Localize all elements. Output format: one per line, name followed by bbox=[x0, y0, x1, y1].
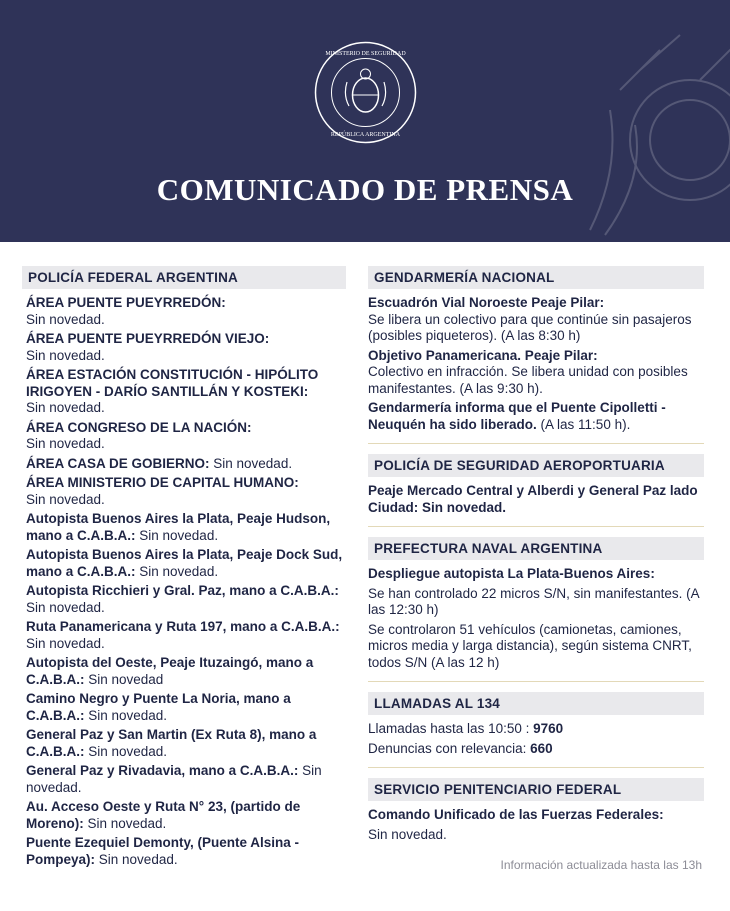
header-banner bbox=[0, 0, 730, 242]
svg-text:REPÚBLICA ARGENTINA: REPÚBLICA ARGENTINA bbox=[330, 132, 401, 138]
item-label: Autopista Ricchieri y Gral. Paz, mano a C.A.B.A.: bbox=[26, 583, 339, 598]
item-text: Sin novedad. bbox=[26, 347, 105, 363]
item-label: General Paz y San Martin (Ex Ruta 8), mano a C.A.B.A.: bbox=[26, 727, 317, 759]
calls-label: Llamadas hasta las 10:50 : bbox=[368, 721, 534, 736]
list-item bbox=[26, 835, 346, 868]
item-label: ÁREA CONGRESO DE LA NACIÓN: bbox=[26, 419, 252, 435]
item-text: Sin novedad. bbox=[368, 826, 447, 842]
svg-text:MINISTERIO DE SEGURIDAD: MINISTERIO DE SEGURIDAD bbox=[325, 51, 406, 57]
item-text: Se libera un colectivo para que continúe sin pasajeros (posibles piqueteros). (A las 8:30 h) bbox=[368, 311, 692, 343]
item-text: Sin novedad. bbox=[26, 311, 105, 327]
item-text: Sin novedad. bbox=[83, 815, 167, 831]
list-item bbox=[368, 348, 704, 398]
section-heading-pfa: POLICÍA FEDERAL ARGENTINA bbox=[22, 266, 346, 289]
section-heading-psa: POLICÍA DE SEGURIDAD AEROPORTUARIA bbox=[368, 454, 704, 477]
item-text: Colectivo en infracción. Se libera unidad con posibles manifestantes. (A las 9:30 h). bbox=[368, 364, 688, 396]
item-text: Sin novedad. bbox=[26, 635, 105, 651]
item-text: Sin novedad. bbox=[135, 527, 219, 543]
item-text: Sin novedad. bbox=[26, 400, 105, 415]
list-item bbox=[26, 583, 346, 616]
list-item bbox=[368, 483, 704, 516]
item-text: Sin novedad. bbox=[95, 851, 178, 867]
item-label: Comando Unificado de las Fuerzas Federales: bbox=[368, 807, 664, 822]
list-item bbox=[26, 727, 346, 760]
list-item: Se han controlado 22 micros S/N, sin manifestantes. (A las 12:30 h) bbox=[368, 585, 699, 617]
item-text: Sin novedad. bbox=[26, 436, 105, 451]
page-title: COMUNICADO DE PRENSA bbox=[156, 172, 574, 207]
list-item bbox=[368, 295, 704, 345]
list-item bbox=[368, 400, 704, 433]
right-column bbox=[368, 266, 704, 846]
item-label: General Paz y Rivadavia, mano a C.A.B.A.: bbox=[26, 763, 299, 778]
item-text: Sin novedad. bbox=[209, 455, 293, 471]
list-item bbox=[26, 331, 346, 364]
list-item bbox=[26, 655, 346, 688]
pfa-list bbox=[26, 295, 346, 868]
item-text: Sin novedad. bbox=[26, 763, 322, 795]
list-item bbox=[26, 420, 346, 453]
section-heading-prefectura: PREFECTURA NAVAL ARGENTINA bbox=[368, 537, 704, 560]
list-item: Se controlaron 51 vehículos (camionetas, camiones, micros media y larga distancia), según sistema CNRT, todos S/N (A las 12 h) bbox=[368, 621, 692, 670]
calls-value: 9760 bbox=[533, 721, 564, 736]
section-heading-gendarmeria: GENDARMERÍA NACIONAL bbox=[368, 266, 704, 289]
complaints-label: Denuncias con relevancia: bbox=[368, 740, 531, 756]
separator bbox=[368, 681, 704, 682]
item-label: Objetivo Panamericana. Peaje Pilar: bbox=[368, 347, 598, 363]
item-label: ÁREA CASA DE GOBIERNO: bbox=[26, 455, 210, 471]
item-text: Sin novedad. bbox=[84, 707, 168, 723]
item-label: Autopista Buenos Aires la Plata, Peaje Hudson, mano a C.A.B.A.: bbox=[26, 511, 331, 543]
list-item bbox=[26, 619, 346, 652]
list-item bbox=[26, 547, 346, 580]
section-heading-spf: SERVICIO PENITENCIARIO FEDERAL bbox=[368, 778, 704, 801]
item-text: Sin novedad. bbox=[135, 563, 219, 579]
item-text: Sin novedad. bbox=[26, 491, 105, 507]
item-label: Puente Ezequiel Demonty, (Puente Alsina - Pompeya): bbox=[26, 835, 300, 867]
item-label: ÁREA ESTACIÓN CONSTITUCIÓN - HIPÓLITO IRIGOYEN - DARÍO SANTILLÁN Y KOSTEKI: bbox=[26, 367, 319, 399]
list-item bbox=[26, 799, 346, 832]
item-text: Sin novedad. bbox=[26, 599, 105, 615]
section-heading-llamadas: LLAMADAS AL 134 bbox=[368, 692, 704, 715]
separator bbox=[368, 526, 704, 527]
item-text: Sin novedad. bbox=[418, 499, 507, 515]
footer-note: Información actualizada hasta las 13h bbox=[500, 858, 702, 872]
item-label: Despliegue autopista La Plata-Buenos Aires: bbox=[368, 566, 655, 581]
item-label: Autopista del Oeste, Peaje Ituzaingó, mano a C.A.B.A.: bbox=[26, 655, 314, 687]
calls-row bbox=[368, 721, 704, 738]
item-text: (A las 11:50 h). bbox=[536, 416, 631, 432]
item-text: Sin novedad. bbox=[84, 743, 168, 759]
complaints-value: 660 bbox=[530, 740, 553, 756]
item-label: Gendarmería informa que el Puente Cipolletti - Neuquén ha sido liberado. bbox=[368, 400, 666, 432]
item-label: Autopista Buenos Aires la Plata, Peaje Dock Sud, mano a C.A.B.A.: bbox=[26, 547, 343, 579]
item-label: Camino Negro y Puente La Noria, mano a C.A.B.A.: bbox=[26, 691, 291, 723]
item-label: ÁREA PUENTE PUEYRREDÓN: bbox=[26, 295, 226, 310]
complaints-row bbox=[368, 741, 704, 758]
gendarmeria-list bbox=[368, 295, 704, 433]
item-text: Sin novedad bbox=[84, 671, 164, 687]
item-label: Escuadrón Vial Noroeste Peaje Pilar: bbox=[368, 295, 605, 310]
item-label: ÁREA PUENTE PUEYRREDÓN VIEJO: bbox=[26, 331, 270, 346]
list-item bbox=[26, 295, 346, 328]
separator bbox=[368, 443, 704, 444]
item-label: Ruta Panamericana y Ruta 197, mano a C.A.B.A.: bbox=[26, 619, 340, 634]
item-label: Peaje Mercado Central y Alberdi y General Paz lado Ciudad: bbox=[368, 483, 698, 515]
list-item bbox=[26, 367, 346, 417]
left-column bbox=[26, 266, 346, 871]
list-item bbox=[26, 691, 346, 724]
sun-emblem-icon bbox=[550, 30, 730, 242]
list-item bbox=[26, 475, 346, 508]
separator bbox=[368, 767, 704, 768]
list-item bbox=[26, 456, 346, 473]
item-label: Au. Acceso Oeste y Ruta N° 23, (partido de Moreno): bbox=[26, 799, 301, 831]
list-item bbox=[26, 511, 346, 544]
item-label: ÁREA MINISTERIO DE CAPITAL HUMANO: bbox=[26, 475, 299, 490]
list-item bbox=[26, 763, 346, 796]
ministry-seal-icon bbox=[313, 40, 418, 145]
